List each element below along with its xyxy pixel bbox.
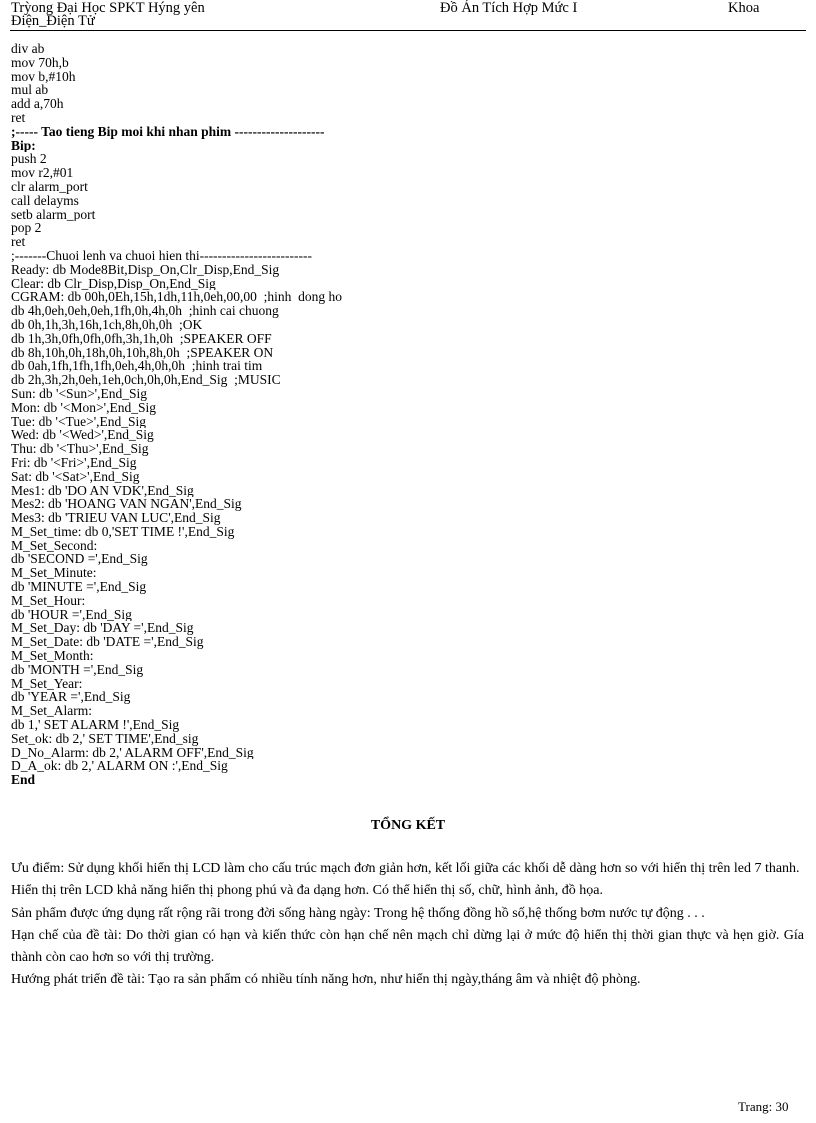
- page-number: 30: [775, 1099, 789, 1114]
- code-line: CGRAM: db 00h,0Eh,15h,1dh,11h,0eh,00,00 ;hinh dong ho: [11, 290, 343, 305]
- code-listing: [11, 42, 711, 787]
- code-line: mov 70h,b: [11, 55, 69, 70]
- code-line: M_Set_time: db 0,'SET TIME !',End_Sig: [11, 524, 235, 539]
- code-line: mov b,#10h: [11, 69, 76, 84]
- code-line: ;----- Tao tieng Bip moi khi nhan phim --------------------: [11, 124, 325, 139]
- code-line: Sun: db '<Sun>',End_Sig: [11, 386, 147, 401]
- code-line: M_Set_Year:: [11, 676, 83, 691]
- header-school: Trỳong Đại Học SPKT Hýng yên: [11, 0, 205, 16]
- header-faculty: Khoa: [728, 0, 760, 16]
- code-line: M_Set_Minute:: [11, 566, 97, 581]
- header-divider: [10, 30, 806, 31]
- code-line: Set_ok: db 2,' SET TIME',End_sig: [11, 731, 199, 746]
- code-line: push 2: [11, 152, 47, 167]
- code-line: M_Set_Hour:: [11, 593, 86, 608]
- code-line: db 0ah,1fh,1fh,1fh,0eh,4h,0h,0h ;hinh trai tim: [11, 359, 263, 374]
- code-line: pop 2: [11, 221, 42, 236]
- header-faculty-name: Điện_Điện Tử: [11, 13, 95, 29]
- code-line: mov r2,#01: [11, 166, 74, 180]
- code-line: Sat: db '<Sat>',End_Sig: [11, 469, 140, 484]
- code-line: Clear: db Clr_Disp,Disp_On,End_Sig: [11, 276, 216, 291]
- summary-body: [11, 858, 804, 992]
- code-line: Mon: db '<Mon>',End_Sig: [11, 400, 156, 415]
- code-line: ret: [11, 235, 26, 249]
- code-line: db 1h,3h,0fh,0fh,0fh,3h,1h,0h ;SPEAKER OFF: [11, 331, 272, 346]
- code-line: db 2h,3h,2h,0eh,1eh,0ch,0h,0h,End_Sig ;MUSIC: [11, 373, 281, 387]
- code-line: db 'SECOND =',End_Sig: [11, 552, 148, 567]
- summary-title: TỔNG KẾT: [370, 818, 446, 833]
- code-line: db 1,' SET ALARM !',End_Sig: [11, 718, 180, 732]
- page-label: Trang:: [738, 1099, 773, 1114]
- code-line: add a,70h: [11, 97, 64, 111]
- summary-paragraph-advantages: Ưu điểm: Sử dụng khối hiển thị LCD làm cho cấu trúc mạch đơn giản hơn, kết lối giữa các khối dễ dàng hơn so với hiển thị trên led 7 thanh.: [11, 861, 800, 876]
- code-line: Mes2: db 'HOANG VAN NGAN',End_Sig: [11, 497, 242, 512]
- code-line: db 4h,0eh,0eh,0eh,1fh,0h,4h,0h ;hinh cai chuong: [11, 304, 279, 318]
- code-line: Fri: db '<Fri>',End_Sig: [11, 455, 137, 470]
- code-line: M_Set_Date: db 'DATE =',End_Sig: [11, 635, 204, 650]
- code-line: db 'YEAR =',End_Sig: [11, 690, 131, 705]
- code-line: Mes1: db 'DO AN VDK',End_Sig: [11, 483, 194, 498]
- code-line: Bip:: [11, 138, 36, 153]
- summary-paragraph-future: Hướng phát triển đề tài: Tạo ra sản phẩm có nhiều tính năng hơn, như hiển thị ngày,tháng âm và nhiệt độ phòng.: [11, 972, 641, 988]
- summary-paragraph-applications: Sản phẩm được ứng dụng rất rộng rãi trong đời sống hàng ngày: Trong hệ thống đồng hồ số,hệ thống bơm nước tự động . . .: [11, 905, 705, 921]
- code-line: mul ab: [11, 83, 49, 98]
- code-line: Tue: db '<Tue>',End_Sig: [11, 414, 146, 429]
- code-line: call delayms: [11, 193, 79, 208]
- code-line: db 'HOUR =',End_Sig: [11, 607, 132, 622]
- summary-paragraph-display: Hiển thị trên LCD khả năng hiển thị phong phú và đa dạng hơn. Có thể hiển thị số, chữ, hình ảnh, đồ họa.: [11, 883, 604, 899]
- code-line: M_Set_Month:: [11, 649, 94, 663]
- code-line: div ab: [11, 42, 45, 56]
- code-line: db 8h,10h,0h,18h,0h,10h,8h,0h ;SPEAKER ON: [11, 345, 274, 360]
- code-line: Thu: db '<Thu>',End_Sig: [11, 442, 149, 456]
- code-line: D_No_Alarm: db 2,' ALARM OFF',End_Sig: [11, 745, 254, 760]
- summary-paragraph-limitations: Hạn chế của đề tài: Do thời gian có hạn và kiến thức còn hạn chế nên mạch chỉ dừng lại ở mức độ hiển thị thời gian thực và hẹn giờ. Gía thành còn cao hơn so với thị trường.: [11, 927, 804, 966]
- page-header: [0, 0, 816, 34]
- code-line: db 'MONTH =',End_Sig: [11, 662, 144, 677]
- code-line: Mes3: db 'TRIEU VAN LUC',End_Sig: [11, 511, 221, 525]
- code-line: Ready: db Mode8Bit,Disp_On,Clr_Disp,End_Sig: [11, 262, 280, 277]
- code-line: Wed: db '<Wed>',End_Sig: [11, 428, 154, 443]
- code-line: ;-------Chuoi lenh va chuoi hien thi-------------------------: [11, 248, 312, 263]
- header-project: Đồ Án Tích Hợp Mức I: [440, 0, 578, 16]
- code-line: clr alarm_port: [11, 179, 88, 194]
- code-line: D_A_ok: db 2,' ALARM ON :',End_Sig: [11, 759, 228, 774]
- code-line: M_Set_Day: db 'DAY =',End_Sig: [11, 621, 194, 636]
- code-line: M_Set_Alarm:: [11, 704, 92, 719]
- page-footer: [738, 1099, 788, 1115]
- code-line: M_Set_Second:: [11, 538, 98, 553]
- code-line: db 0h,1h,3h,16h,1ch,8h,0h,0h ;OK: [11, 317, 203, 332]
- code-line: End: [11, 773, 36, 788]
- code-line: ret: [11, 110, 26, 125]
- code-line: setb alarm_port: [11, 207, 96, 222]
- code-line: db 'MINUTE =',End_Sig: [11, 580, 147, 594]
